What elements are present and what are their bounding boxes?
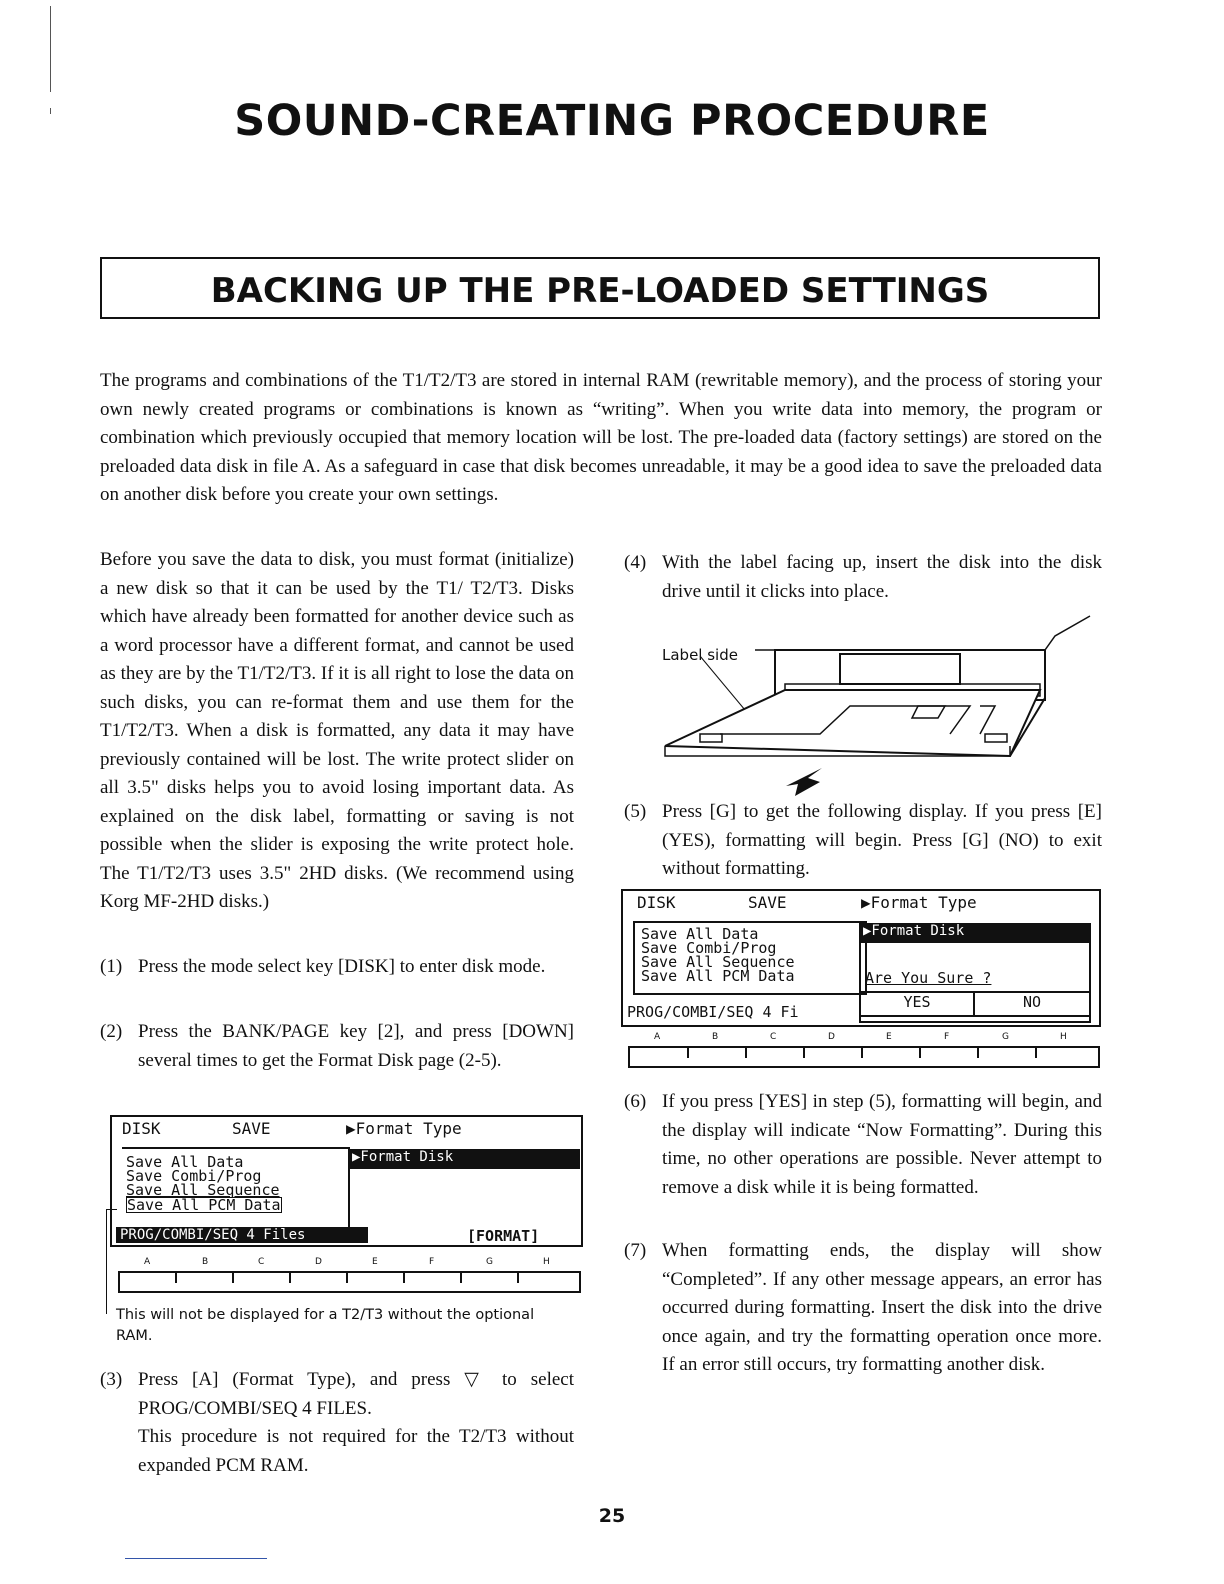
lcd-page-title: ▶Format Type — [861, 893, 977, 912]
lcd-list-item: Save All Sequence — [641, 953, 795, 971]
key-label-e: E — [886, 1032, 892, 1042]
key-label-h: H — [1060, 1032, 1067, 1042]
key-label-a: A — [654, 1032, 661, 1042]
lcd-list-item: Save All Data — [126, 1153, 244, 1171]
step-text: If you press [YES] in step (5), formatting will begin, and the display will indicate “Now Formatting”. During this time, no other operations are possible. Never attempt to remove a disk while it is being formatted. — [662, 1091, 1102, 1198]
lcd-format-label: [FORMAT] — [467, 1227, 540, 1245]
step-number: (6) — [624, 1091, 647, 1112]
step-text: When formatting ends, the display will show “Completed”. If any other message appears, an error has occurred during formatting. Insert the disk into the drive once again, and try the formatting operation once more. If an error still occurs, try formatting another disk. — [662, 1240, 1102, 1375]
key-label-e: E — [372, 1257, 378, 1267]
step-note: This procedure is not required for the T2/T3 without expanded PCM RAM. — [138, 1426, 574, 1476]
step-text: Press [A] (Format Type), and press ▽ to select PROG/COMBI/SEQ 4 FILES. — [138, 1369, 574, 1419]
step-number: (2) — [100, 1021, 123, 1042]
lcd-display-confirm — [621, 889, 1101, 1027]
step-number: (5) — [624, 801, 647, 822]
lcd-mode: DISK — [637, 893, 676, 912]
key-label-f: F — [429, 1257, 435, 1267]
lcd-page-title: ▶Format Type — [346, 1119, 462, 1138]
lcd-list-item: Save All Data — [641, 925, 759, 943]
step-text: Press the mode select key [DISK] to enter disk mode. — [138, 956, 546, 977]
step-4 — [624, 549, 1102, 606]
step-text: With the label facing up, insert the disk into the disk drive until it clicks into place. — [662, 552, 1102, 602]
lcd-mode: DISK — [122, 1119, 161, 1138]
lcd-menu: SAVE — [748, 893, 787, 912]
step-number: (3) — [100, 1369, 123, 1390]
lcd-list-item: Save All PCM Data — [127, 1196, 281, 1214]
step-3 — [100, 1366, 574, 1480]
format-explanation-paragraph: Before you save the data to disk, you must format (initialize) a new disk so that it can be used by the T1/ T2/T3. Disks which have already been formatted for another device such as a word processor have a different format, and cannot be used as they are by the T1/T2/T3. If it is all right to lose the data on such disks, you can re-format them and use them for the T1/T2/T3. When a disk is formatted, any data it may have previously contained will be lost. The write protect slider on all 3.5" disks helps you to avoid losing important data. As explained on the disk label, formatting or saving is not possible when the slider is exposing the write protect hole. The T1/T2/T3 uses 3.5" 2HD disks. (We recommend using Korg MF-2HD disks.) — [100, 549, 574, 912]
lcd-list-item: Save Combi/Prog — [126, 1167, 262, 1185]
step-text: Press [G] to get the following display. If you press [E] (YES), formatting will begin. Press [G] (NO) to exit without formatting. — [662, 801, 1102, 879]
step-1 — [100, 953, 574, 982]
section-heading-box — [100, 257, 1100, 319]
step-7 — [624, 1237, 1102, 1380]
lcd-menu: SAVE — [232, 1119, 271, 1138]
section-title: BACKING UP THE PRE-LOADED SETTINGS — [210, 271, 990, 311]
disk-drive-illustration — [660, 606, 1110, 796]
lcd-list-item: Save All Sequence — [126, 1181, 280, 1199]
lcd-confirm-message: Are You Sure ? — [865, 969, 992, 987]
drive-label-callout: Label side — [662, 646, 738, 664]
lcd-list-item: Save Combi/Prog — [641, 939, 777, 957]
key-label-b: B — [202, 1257, 209, 1267]
page-title: SOUND-CREATING PROCEDURE — [234, 96, 990, 146]
key-label-b: B — [712, 1032, 719, 1042]
lcd-no-button[interactable]: NO — [973, 991, 1091, 1017]
footer-rule — [125, 1558, 267, 1559]
key-label-c: C — [258, 1257, 265, 1267]
function-key-row — [118, 1271, 581, 1293]
function-keys-1 — [118, 1257, 581, 1293]
footnote: This will not be displayed for a T2/T3 without the optional RAM. — [116, 1307, 535, 1344]
lcd-save-list — [641, 927, 795, 983]
step-2 — [100, 1018, 574, 1075]
step-5 — [624, 798, 1102, 884]
step-number: (1) — [100, 956, 123, 977]
lcd-yes-button[interactable]: YES — [859, 991, 975, 1017]
key-label-f: F — [944, 1032, 950, 1042]
function-keys-2 — [628, 1032, 1100, 1068]
lcd-display-format-disk — [110, 1115, 583, 1247]
key-label-c: C — [770, 1032, 777, 1042]
footnote-pointer — [106, 1209, 117, 1314]
key-label-d: D — [315, 1257, 322, 1267]
key-label-g: G — [486, 1257, 493, 1267]
intro-paragraph: The programs and combinations of the T1/T2/T3 are stored in internal RAM (rewritable memory), and the process of storing your own newly created programs or combinations is known as “writing”. When you write data into memory, the program or combination which previously occupied that memory location will be lost. The pre-loaded data (factory settings) are stored on the preloaded data disk in file A. As a safeguard in case that disk becomes unreadable, it may be a good idea to save the preloaded data on another disk before you create your own settings. — [100, 370, 1102, 505]
step-number: (4) — [624, 552, 647, 573]
lcd-format-type-value: PROG/COMBI/SEQ 4 Files — [116, 1227, 368, 1243]
key-label-a: A — [144, 1257, 151, 1267]
step-number: (7) — [624, 1240, 647, 1261]
lcd-list-item: Save All PCM Data — [641, 967, 795, 985]
key-label-d: D — [828, 1032, 835, 1042]
step-6 — [624, 1088, 1102, 1202]
key-label-h: H — [543, 1257, 550, 1267]
margin-mark — [50, 6, 51, 92]
lcd-format-type-value: PROG/COMBI/SEQ 4 Fi — [627, 1003, 799, 1021]
page-number: 25 — [598, 1505, 626, 1527]
lcd-save-list — [126, 1155, 282, 1213]
lcd-selected-item: ▶Format Disk — [348, 1149, 580, 1169]
step-text: Press the BANK/PAGE key [2], and press [DOWN] several times to get the Format Disk page (2-5). — [138, 1021, 574, 1071]
function-key-row — [628, 1046, 1100, 1068]
key-label-g: G — [1002, 1032, 1009, 1042]
lcd-selected-item: ▶Format Disk — [859, 923, 1091, 943]
